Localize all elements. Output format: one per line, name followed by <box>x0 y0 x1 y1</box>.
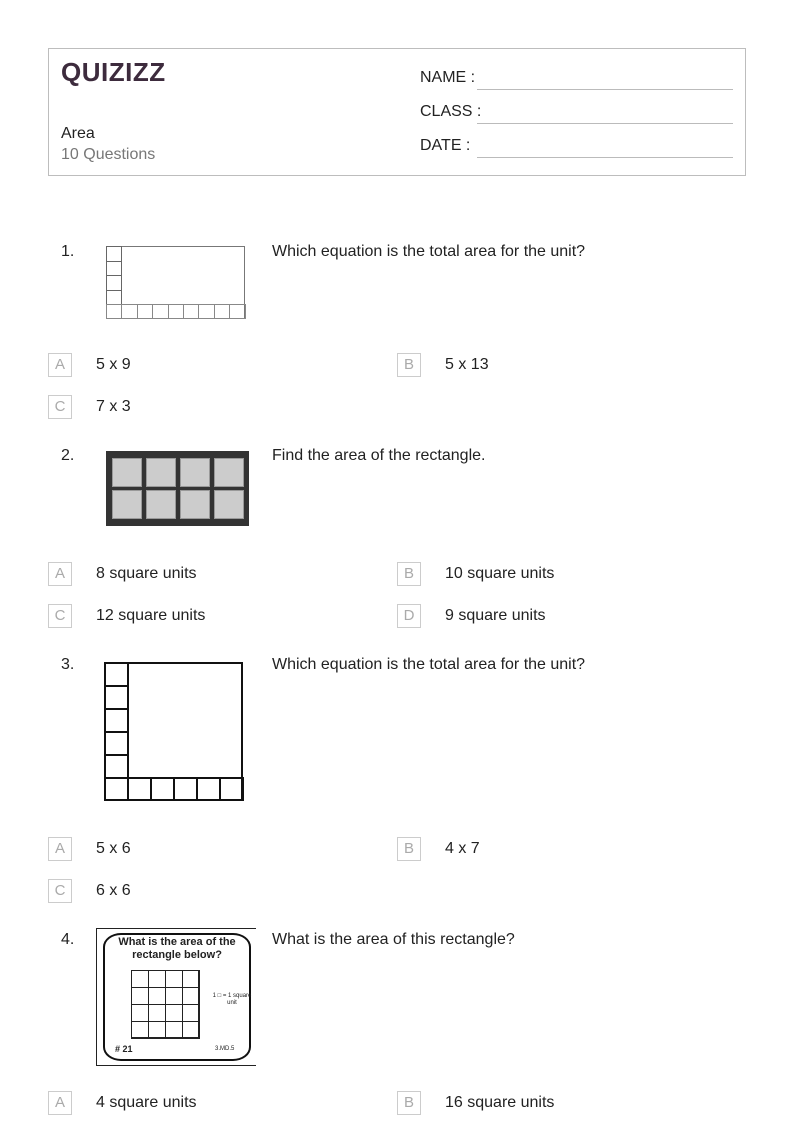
option-b-text: 5 x 13 <box>445 356 489 373</box>
unit-square <box>152 304 168 319</box>
card-title: What is the area of the rectangle below? <box>118 936 236 961</box>
option-b-text: 16 square units <box>445 1094 555 1111</box>
option-a-text: 5 x 6 <box>96 840 131 857</box>
unit-square <box>148 1004 166 1022</box>
option-b-text: 4 x 7 <box>445 840 480 857</box>
task-card-image <box>96 928 256 1066</box>
unit-square <box>112 458 142 487</box>
date-label: DATE : <box>420 137 471 154</box>
worksheet-title: Area <box>61 125 95 142</box>
unit-square <box>180 458 210 487</box>
unit-grid-figure <box>104 662 243 801</box>
unit-square <box>104 685 129 710</box>
question-text: Which equation is the total area for the unit? <box>272 656 586 673</box>
unit-square <box>104 662 129 687</box>
unit-square <box>106 304 122 319</box>
unit-square <box>165 987 183 1005</box>
option-a-label[interactable]: A <box>48 353 72 377</box>
unit-square <box>168 304 184 319</box>
unit-square <box>183 304 199 319</box>
unit-square <box>104 731 129 756</box>
unit-square <box>196 777 221 801</box>
unit-square <box>182 1021 200 1039</box>
4x4-grid <box>131 970 199 1038</box>
unit-square <box>131 987 149 1005</box>
unit-square <box>106 261 122 277</box>
option-a-text: 8 square units <box>96 565 197 582</box>
unit-square <box>137 304 153 319</box>
unit-square <box>165 1021 183 1039</box>
option-a-label[interactable]: A <box>48 562 72 586</box>
unit-square <box>148 970 166 988</box>
unit-square <box>214 490 244 519</box>
name-line <box>477 89 733 90</box>
unit-square <box>182 987 200 1005</box>
unit-square <box>131 970 149 988</box>
option-c-label[interactable]: C <box>48 395 72 419</box>
unit-square <box>104 754 129 779</box>
option-b-label[interactable]: B <box>397 1091 421 1115</box>
unit-grid-figure <box>106 246 245 319</box>
card-legend: 1 □ = 1 square unit <box>212 993 252 1006</box>
question-number: 4. <box>61 931 75 948</box>
unit-square <box>173 777 198 801</box>
unit-square <box>198 304 214 319</box>
question-number: 1. <box>61 243 75 260</box>
question-count: 10 Questions <box>61 146 156 163</box>
unit-square <box>148 987 166 1005</box>
unit-square <box>165 970 183 988</box>
unit-square <box>180 490 210 519</box>
date-line <box>477 157 733 158</box>
question-number: 3. <box>61 656 75 673</box>
option-b-label[interactable]: B <box>397 837 421 861</box>
option-c-label[interactable]: C <box>48 879 72 903</box>
worksheet-header <box>48 48 746 176</box>
question-number: 2. <box>61 447 75 464</box>
unit-square <box>127 777 152 801</box>
class-line <box>477 123 733 124</box>
unit-square <box>112 490 142 519</box>
class-label: CLASS : <box>420 103 482 120</box>
option-c-label[interactable]: C <box>48 604 72 628</box>
option-b-label[interactable]: B <box>397 353 421 377</box>
card-code: 3.MD.5 <box>215 1046 235 1052</box>
unit-square <box>219 777 244 801</box>
unit-square <box>131 1004 149 1022</box>
option-a-text: 4 square units <box>96 1094 197 1111</box>
unit-square <box>229 304 245 319</box>
option-c-text: 7 x 3 <box>96 398 131 415</box>
unit-square <box>131 1021 149 1039</box>
option-b-text: 10 square units <box>445 565 555 582</box>
unit-square <box>182 1004 200 1022</box>
unit-square <box>104 777 129 801</box>
unit-square <box>106 290 122 306</box>
option-a-text: 5 x 9 <box>96 356 131 373</box>
unit-square <box>106 246 122 262</box>
unit-square <box>182 970 200 988</box>
option-a-label[interactable]: A <box>48 1091 72 1115</box>
card-number: # 21 <box>115 1044 133 1054</box>
option-c-text: 12 square units <box>96 607 206 624</box>
question-text: Which equation is the total area for the unit? <box>272 243 586 260</box>
unit-square <box>150 777 175 801</box>
option-b-label[interactable]: B <box>397 562 421 586</box>
unit-square <box>104 708 129 733</box>
unit-square <box>146 490 176 519</box>
unit-square <box>165 1004 183 1022</box>
unit-square <box>106 275 122 291</box>
question-text: Find the area of the rectangle. <box>272 447 486 464</box>
quizizz-logo: QUIZIZZ <box>61 57 166 87</box>
option-d-text: 9 square units <box>445 607 546 624</box>
unit-square <box>148 1021 166 1039</box>
name-label: NAME : <box>420 69 476 86</box>
option-d-label[interactable]: D <box>397 604 421 628</box>
option-c-text: 6 x 6 <box>96 882 131 899</box>
unit-square <box>121 304 137 319</box>
question-text: What is the area of this rectangle? <box>272 931 515 948</box>
unit-square <box>214 304 230 319</box>
unit-square <box>146 458 176 487</box>
rectangle-figure <box>106 451 249 526</box>
option-a-label[interactable]: A <box>48 837 72 861</box>
unit-square <box>214 458 244 487</box>
